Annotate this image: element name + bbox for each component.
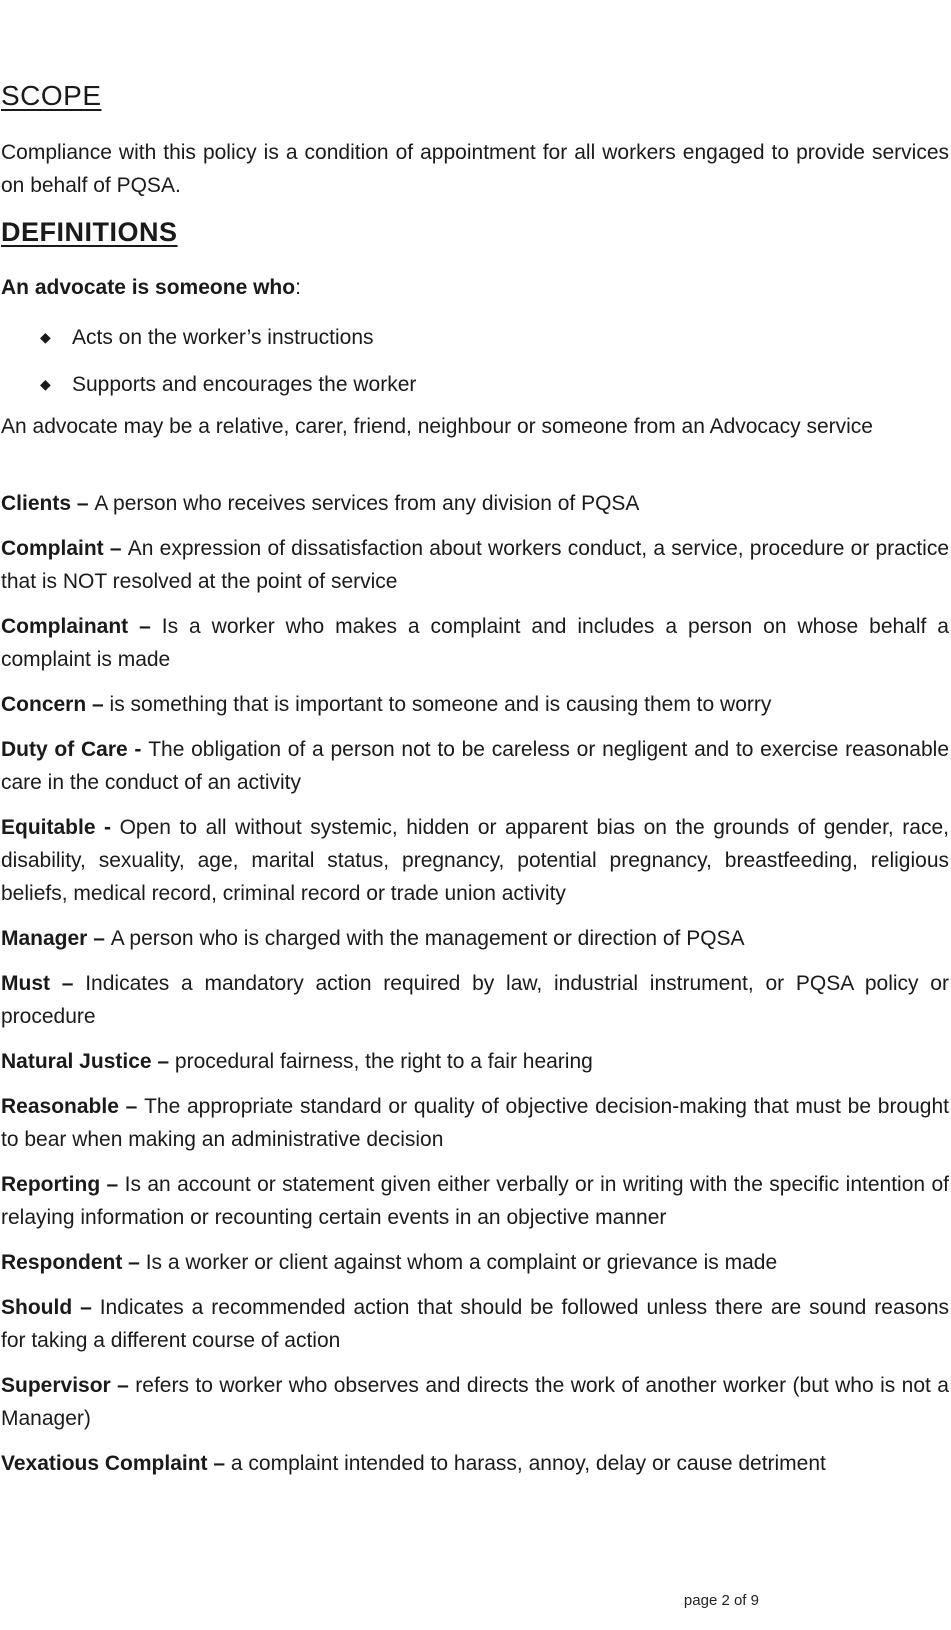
bullet-item — [40, 368, 416, 401]
definition-item — [1, 688, 949, 721]
definition-text: is something that is important to someone and is causing them to worry — [109, 693, 772, 716]
definition-text: refers to worker who observes and directs the work of another worker (but who is not a Manager) — [1, 1374, 949, 1430]
definition-separator: – — [72, 1296, 100, 1319]
definition-text: Indicates a recommended action that should be followed unless there are sound reasons for taking a different course of action — [1, 1296, 949, 1352]
bullet-item — [40, 321, 374, 354]
definition-text: Is a worker or client against whom a complaint or grievance is made — [145, 1251, 778, 1274]
definition-term: Must — [1, 972, 50, 995]
definition-separator: - — [95, 816, 120, 839]
definition-term: Complainant — [1, 615, 129, 638]
definition-separator: – — [103, 537, 128, 560]
definitions-heading: DEFINITIONS — [1, 217, 178, 247]
definition-text: Is a worker who makes a complaint and includes a person on whose behalf a complaint is made — [1, 615, 949, 671]
definition-separator: – — [87, 927, 111, 950]
definition-text: procedural fairness, the right to a fair hearing — [174, 1050, 593, 1073]
definition-item — [1, 1246, 949, 1279]
definition-separator: – — [122, 1251, 146, 1274]
definition-term: Reporting — [1, 1173, 101, 1196]
diamond-bullet-icon: ◆ — [40, 329, 51, 345]
definition-separator: – — [71, 492, 95, 515]
advocate-intro-bold: An advocate is someone who — [1, 276, 296, 299]
definition-term: Clients — [1, 492, 72, 515]
page-number: page 2 of 9 — [683, 1592, 759, 1609]
definition-separator: – — [118, 1095, 145, 1118]
definition-item — [1, 922, 949, 955]
advocate-intro-tail: : — [295, 276, 301, 299]
definition-text: Open to all without systemic, hidden or apparent bias on the grounds of gender, race, disability, sexuality, age, marital status, pregnancy, potential pregnancy, breastfeeding, religious beliefs, medical record, criminal record or trade union activity — [1, 816, 949, 905]
advocate-note: An advocate may be a relative, carer, friend, neighbour or someone from an Advocacy service — [1, 415, 873, 438]
definition-text: The appropriate standard or quality of objective decision-making that must be brought to bear when making an administrative decision — [1, 1095, 949, 1151]
definition-item — [1, 733, 949, 799]
definition-term: Respondent — [1, 1251, 123, 1274]
definition-separator: – — [86, 693, 110, 716]
definition-separator: - — [127, 738, 149, 761]
definition-item — [1, 967, 949, 1033]
definition-item — [1, 610, 949, 676]
definition-term: Equitable — [1, 816, 96, 839]
definition-item — [1, 1447, 949, 1480]
definition-separator: – — [128, 615, 162, 638]
definition-separator: – — [100, 1173, 125, 1196]
bullet-text: Acts on the worker’s instructions — [72, 326, 374, 349]
definition-term: Duty of Care — [1, 738, 128, 761]
bullet-text: Supports and encourages the worker — [72, 373, 417, 396]
scope-text: Compliance with this policy is a condition of appointment for all workers engaged to provide services on behalf of PQSA. — [1, 141, 949, 197]
definition-item — [1, 1168, 949, 1234]
definition-text: Is an account or statement given either verbally or in writing with the specific intention of relaying information or recounting certain events in an objective manner — [1, 1173, 949, 1229]
definition-item — [1, 811, 949, 910]
definition-term: Complaint — [1, 537, 104, 560]
definition-text: Indicates a mandatory action required by law, industrial instrument, or PQSA policy or procedure — [1, 972, 949, 1028]
definition-text: An expression of dissatisfaction about workers conduct, a service, procedure or practice that is NOT resolved at the point of service — [1, 537, 949, 593]
advocate-intro — [1, 271, 949, 304]
definition-item — [1, 532, 949, 598]
definition-item — [1, 487, 949, 520]
definition-term: Vexatious Complaint — [1, 1452, 208, 1475]
definition-term: Natural Justice — [1, 1050, 152, 1073]
definition-item — [1, 1045, 949, 1078]
definition-separator: – — [110, 1374, 136, 1397]
definition-term: Concern — [1, 693, 87, 716]
diamond-bullet-icon: ◆ — [40, 376, 51, 392]
scope-heading: SCOPE — [1, 80, 102, 111]
definition-separator: – — [207, 1452, 231, 1475]
definition-item — [1, 1369, 949, 1435]
definition-term: Supervisor — [1, 1374, 111, 1397]
definitions-list — [1, 487, 949, 1492]
definition-text: a complaint intended to harass, annoy, delay or cause detriment — [230, 1452, 826, 1475]
definition-text: The obligation of a person not to be careless or negligent and to exercise reasonable care in the conduct of an activity — [1, 738, 949, 794]
definition-separator: – — [151, 1050, 175, 1073]
definition-item — [1, 1291, 949, 1357]
definition-term: Manager — [1, 927, 88, 950]
definition-text: A person who receives services from any division of PQSA — [94, 492, 640, 515]
definition-term: Should — [1, 1296, 73, 1319]
definition-item — [1, 1090, 949, 1156]
definition-term: Reasonable — [1, 1095, 119, 1118]
definition-text: A person who is charged with the management or direction of PQSA — [110, 927, 745, 950]
definition-separator: – — [50, 972, 86, 995]
